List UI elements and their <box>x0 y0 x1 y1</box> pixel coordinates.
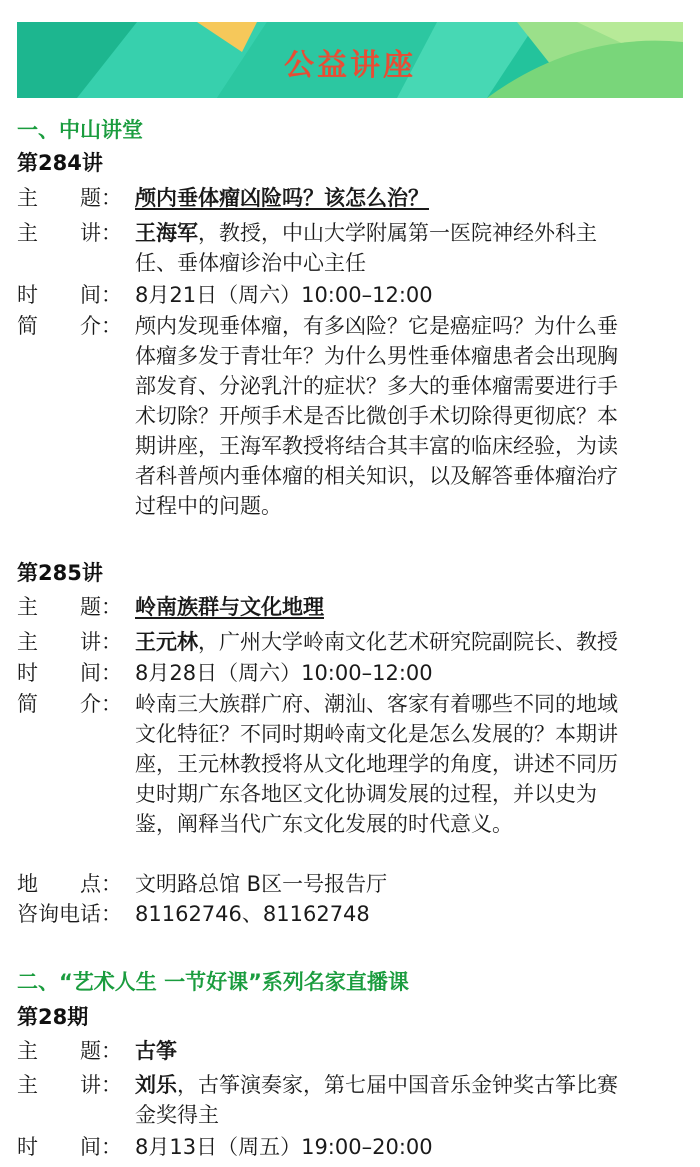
speaker-name: 刘乐 <box>135 1073 177 1097</box>
speaker-label: 主 讲： <box>17 630 122 654</box>
course-topic: 古筝 <box>135 1039 177 1063</box>
speaker-info <box>135 1070 687 1130</box>
lecture-number: 第284讲 <box>17 151 103 175</box>
intro-line: 期讲座，王海军教授将结合其丰富的临床经验，为读 <box>135 434 618 458</box>
speaker-title-line: ，教授，中山大学附属第一医院神经外科主 <box>198 221 597 245</box>
lecture-topic: 颅内垂体瘤凶险吗？该怎么治？ <box>135 186 429 210</box>
course-time: 8月13日（周五）19:00–20:00 <box>135 1135 433 1159</box>
section-heading-zhongshan: 一、中山讲堂 <box>17 118 143 142</box>
lecture-intro <box>135 689 687 839</box>
intro-line: 术切除？开颅手术是否比微创手术切除得更彻底？本 <box>135 404 618 428</box>
intro-line: 史时期广东各地区文化协调发展的过程，并以史为 <box>135 782 597 806</box>
time-label: 时 间： <box>17 661 122 685</box>
time-label: 时 间： <box>17 283 122 307</box>
intro-line: 岭南三大族群广府、潮汕、客家有着哪些不同的地域 <box>135 692 618 716</box>
intro-line: 文化特征？不同时期岭南文化是怎么发展的？本期讲 <box>135 722 618 746</box>
episode-number: 第28期 <box>17 1005 89 1029</box>
speaker-info <box>135 627 687 657</box>
phone-number: 81162746、81162748 <box>135 902 370 926</box>
speaker-label: 主 讲： <box>17 221 122 245</box>
speaker-name: 王元林 <box>135 630 198 654</box>
speaker-name: 王海军 <box>135 221 198 245</box>
intro-label: 简 介： <box>17 314 122 338</box>
speaker-title-line: ，广州大学岭南文化艺术研究院副院长、教授 <box>198 630 618 654</box>
phone-label: 咨询电话： <box>17 902 122 926</box>
intro-line: 过程中的问题。 <box>135 494 282 518</box>
intro-line: 座，王元林教授将从文化地理学的角度，讲述不同历 <box>135 752 618 776</box>
intro-line: 部发育、分泌乳汁的症状？多大的垂体瘤需要进行手 <box>135 374 618 398</box>
banner <box>17 22 683 98</box>
intro-line: 鉴，阐释当代广东文化发展的时代意义。 <box>135 812 513 836</box>
lecture-intro <box>135 311 687 521</box>
lecture-number: 第285讲 <box>17 561 103 585</box>
topic-label: 主 题： <box>17 595 122 619</box>
lecture-topic: 岭南族群与文化地理 <box>135 595 324 619</box>
topic-label: 主 题： <box>17 1039 122 1063</box>
topic-label: 主 题： <box>17 186 122 210</box>
time-label: 时 间： <box>17 1135 122 1159</box>
venue-label: 地 点： <box>17 872 122 896</box>
speaker-title-line: 任、垂体瘤诊治中心主任 <box>135 251 366 275</box>
intro-line: 者科普颅内垂体瘤的相关知识，以及解答垂体瘤治疗 <box>135 464 618 488</box>
speaker-label: 主 讲： <box>17 1073 122 1097</box>
banner-title: 公益讲座 <box>284 48 416 83</box>
venue: 文明路总馆 B区一号报告厅 <box>135 872 388 896</box>
intro-label: 简 介： <box>17 692 122 716</box>
lecture-time: 8月21日（周六）10:00–12:00 <box>135 283 433 307</box>
section-heading-live-course: 二、“艺术人生 一节好课”系列名家直播课 <box>17 970 409 994</box>
lecture-time: 8月28日（周六）10:00–12:00 <box>135 661 433 685</box>
speaker-info <box>135 218 687 278</box>
intro-line: 颅内发现垂体瘤，有多凶险？它是癌症吗？为什么垂 <box>135 314 618 338</box>
speaker-title-line: ，古筝演奏家，第七届中国音乐金钟奖古筝比赛 <box>177 1073 618 1097</box>
intro-line: 体瘤多发于青壮年？为什么男性垂体瘤患者会出现胸 <box>135 344 618 368</box>
speaker-title-line: 金奖得主 <box>135 1103 219 1127</box>
